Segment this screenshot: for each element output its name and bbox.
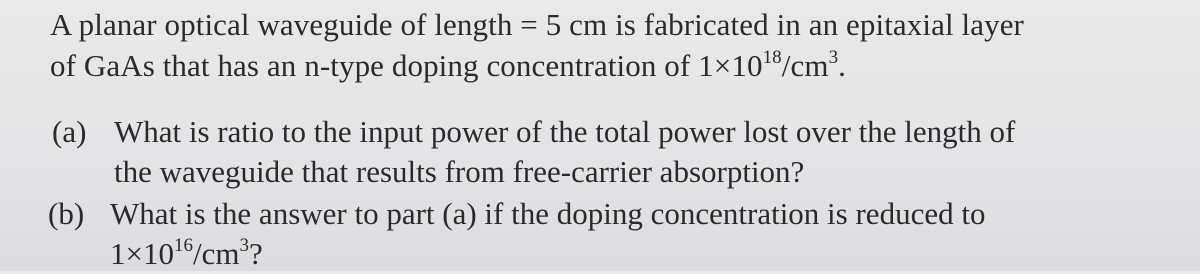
statement-period: . (838, 48, 847, 83)
part-b-question-mark: ? (248, 236, 263, 271)
problem-statement (50, 4, 1170, 86)
part-a-text-1: What is ratio to the input power of the total power lost over the length of (114, 114, 1016, 149)
part-b-line-2 (48, 234, 985, 274)
question-part-b (48, 194, 985, 274)
part-b-line-1 (48, 194, 985, 234)
problem-statement-line-2 (50, 45, 1170, 86)
doping-unit: /cm (781, 48, 829, 83)
doping-exponent: 18 (762, 46, 782, 68)
problem-statement-line-1: A planar optical waveguide of length = 5 cm is fabricated in an epitaxial layer (50, 7, 1024, 42)
part-b-unit-exponent: 3 (239, 234, 249, 256)
part-a-label: (a) (52, 114, 87, 149)
part-b-doping-unit: /cm (192, 236, 240, 271)
part-a-line-2: the waveguide that results from free-carrier absorption? (114, 154, 805, 189)
part-b-doping: 1×10 (110, 236, 174, 271)
part-b-text-1: What is the answer to part (a) if the doping concentration is reduced to (110, 196, 986, 231)
part-b-doping-exponent: 16 (173, 234, 193, 256)
part-b-label: (b) (48, 196, 85, 231)
question-part-a (52, 112, 1015, 192)
doping-unit-exponent: 3 (828, 46, 839, 68)
part-a-line-1 (52, 112, 1015, 152)
doping-text: of GaAs that has an n-type doping concentration of 1×10 (50, 48, 763, 83)
